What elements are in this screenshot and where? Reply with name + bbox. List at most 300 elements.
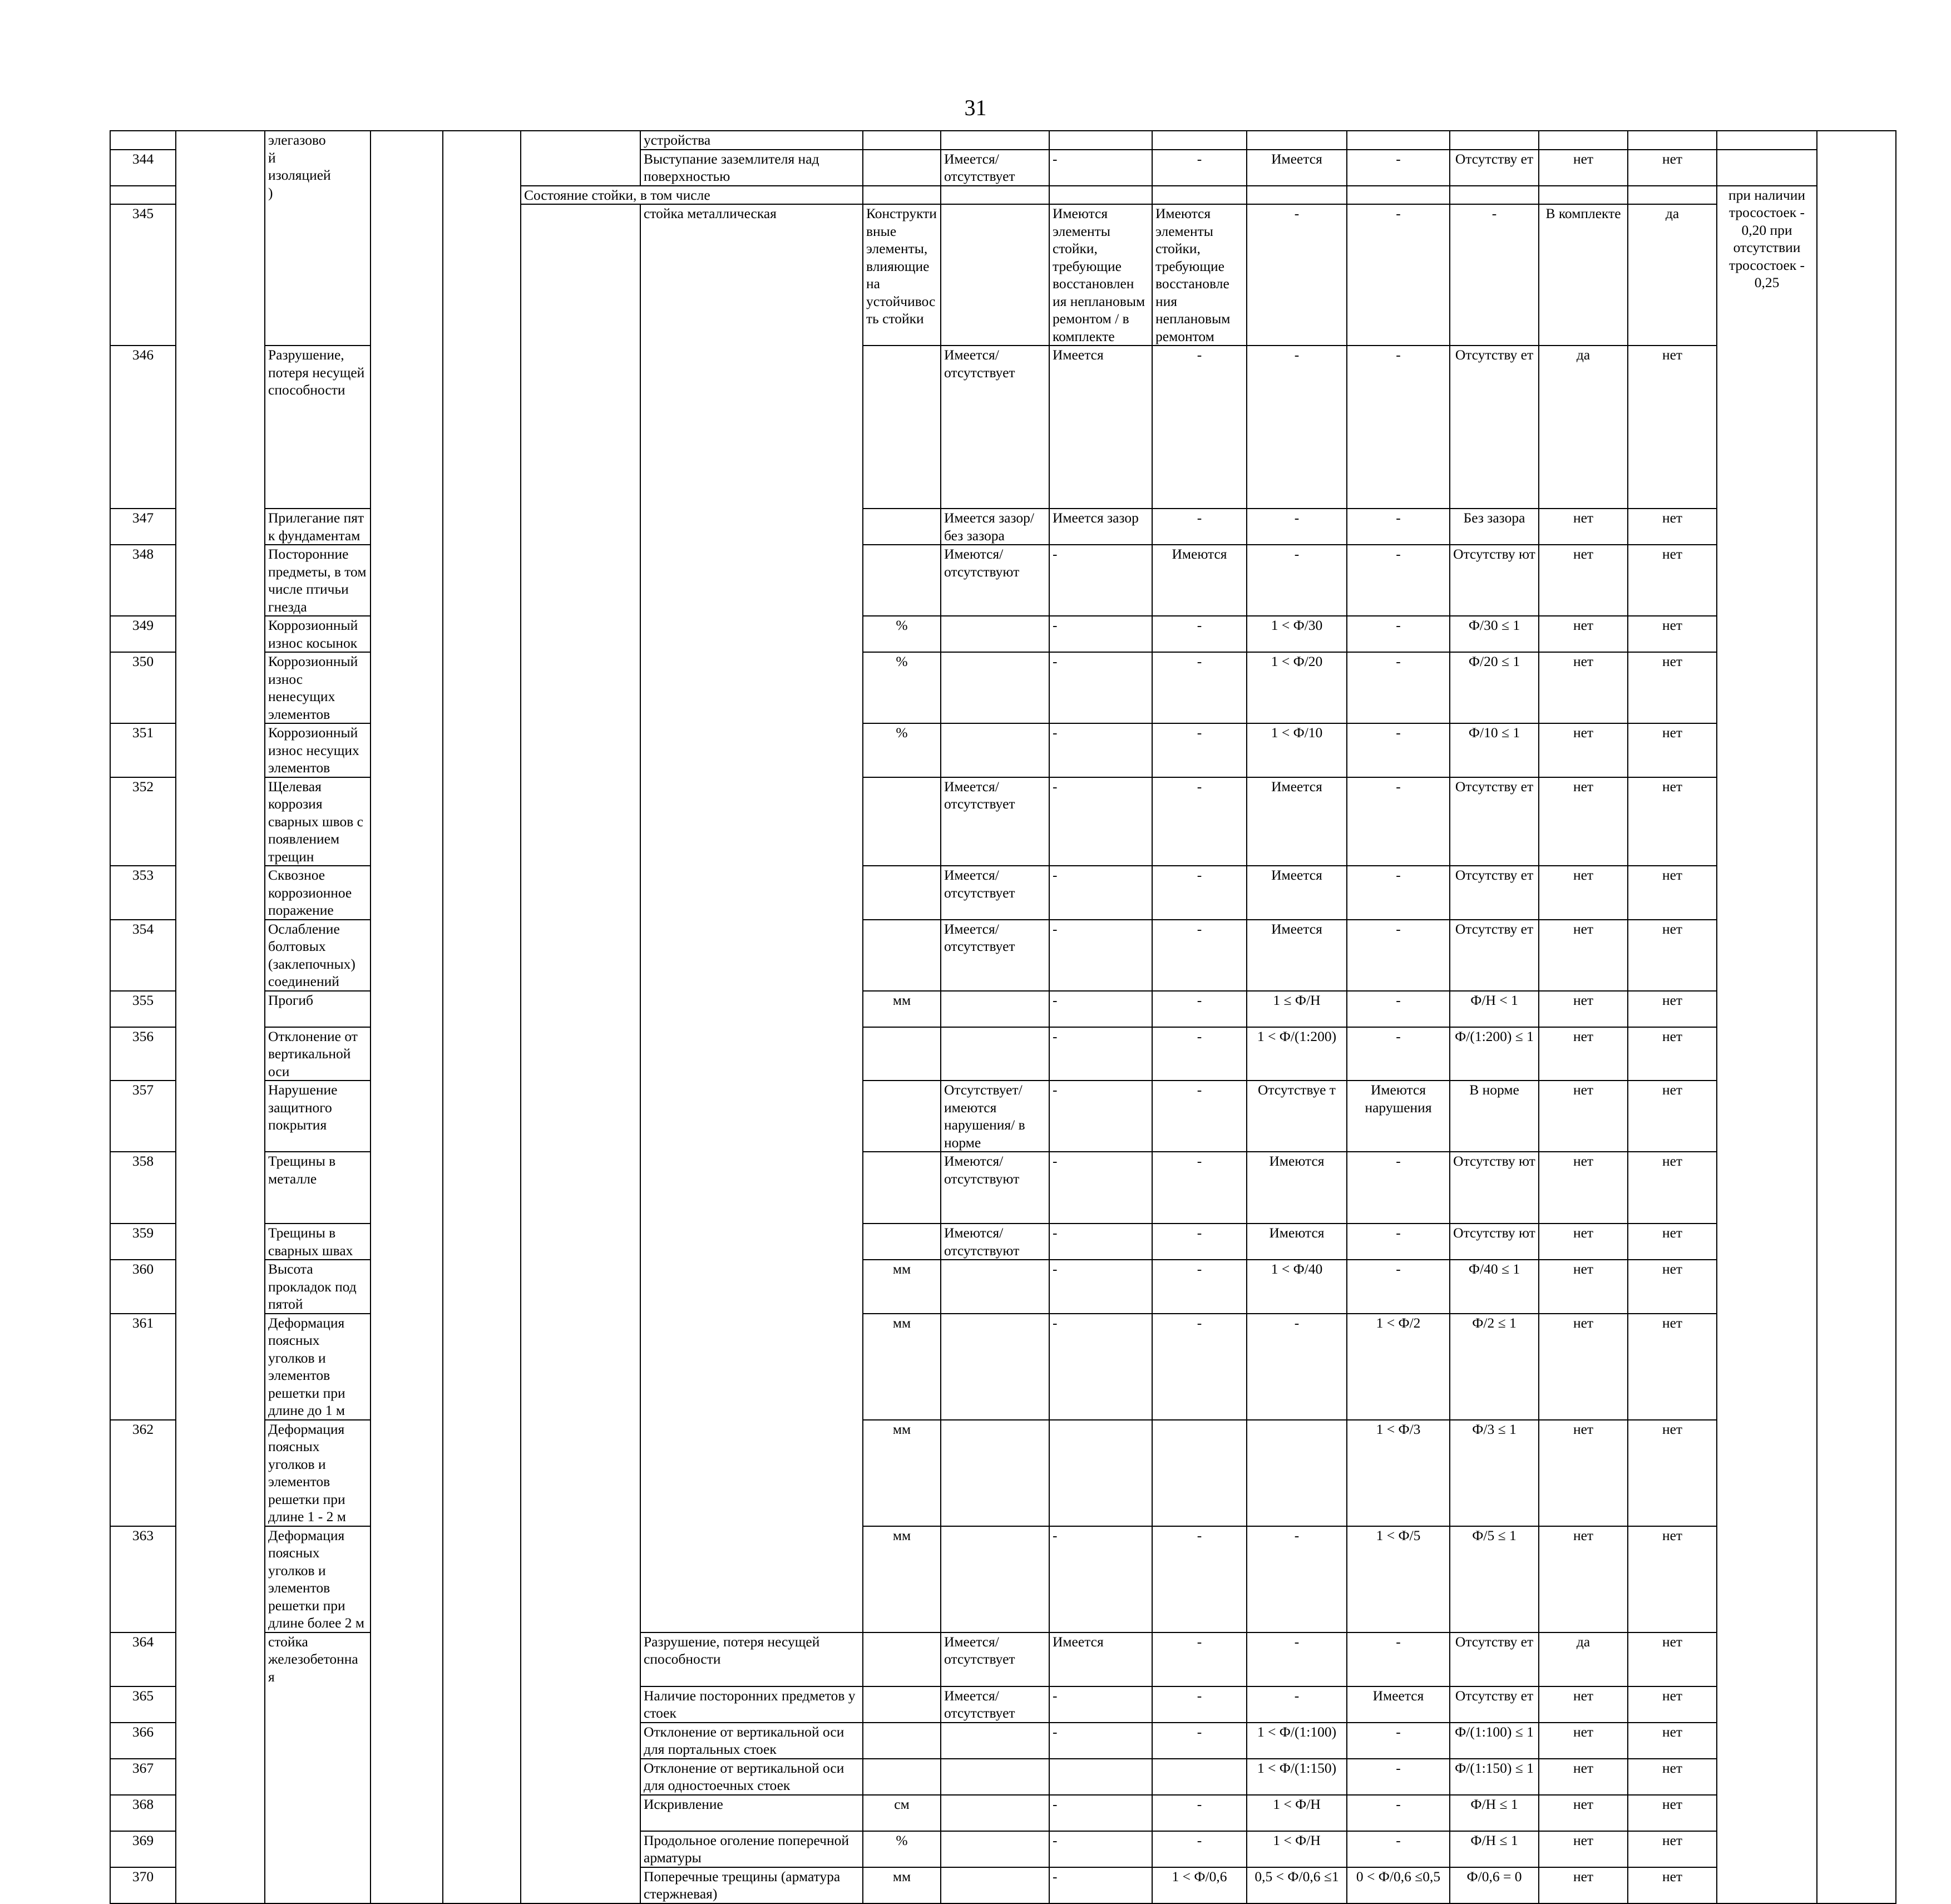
criterion-2 xyxy=(1152,1759,1247,1795)
criterion-4: 0 < Ф/0,6 ≤0,5 xyxy=(1347,1867,1450,1903)
unit: % xyxy=(863,616,941,652)
criterion-7: нет xyxy=(1628,1224,1717,1260)
criterion-3: 1 < Ф/(1:150) xyxy=(1247,1759,1347,1795)
subgroup-reinforced-concrete: стойка железобетонна я xyxy=(265,1632,371,1903)
criterion-2 xyxy=(1152,1420,1247,1526)
criterion-6: нет xyxy=(1539,991,1628,1027)
criterion-1: - xyxy=(1049,1081,1152,1152)
criterion-7: нет xyxy=(1628,1795,1717,1831)
criterion-5: Отсутству ет xyxy=(1450,1686,1539,1723)
criterion-3: Имеется xyxy=(1247,150,1347,186)
criterion-5: Отсутству ет xyxy=(1450,866,1539,920)
row-number: 360 xyxy=(110,1260,176,1314)
criterion-2: - xyxy=(1152,1152,1247,1224)
measured-values xyxy=(941,1314,1049,1420)
criterion-6: нет xyxy=(1539,1831,1628,1867)
row-number: 354 xyxy=(110,920,176,991)
criterion-5: Ф/0,6 = 0 xyxy=(1450,1867,1539,1903)
criterion-1: - xyxy=(1049,1314,1152,1420)
criterion-6: нет xyxy=(1539,866,1628,920)
parameter-name: Конструктивные элементы, влияющие на устойчивость стойки xyxy=(863,204,941,346)
unit: % xyxy=(863,1831,941,1867)
criterion-1: - xyxy=(1049,1867,1152,1903)
unit xyxy=(863,131,941,150)
criterion-1 xyxy=(1049,1420,1152,1526)
criterion-5: Отсутству ет xyxy=(1450,1632,1539,1686)
criterion-1 xyxy=(1049,1759,1152,1795)
blank-cell xyxy=(1539,186,1628,205)
blank-cell xyxy=(1347,186,1450,205)
criterion-6: нет xyxy=(1539,1260,1628,1314)
criterion-7: нет xyxy=(1628,1867,1717,1903)
measured-values xyxy=(941,1526,1049,1632)
parameter-name: Коррозионный износ несущих элементов xyxy=(265,723,371,777)
criterion-8 xyxy=(1717,150,1817,186)
criterion-2: - xyxy=(1152,616,1247,652)
criterion-1: - xyxy=(1049,1224,1152,1260)
unit xyxy=(863,777,941,866)
criterion-2: - xyxy=(1152,1260,1247,1314)
criterion-2: Имеются xyxy=(1152,545,1247,616)
measured-values: Имеются/ отсутствуют xyxy=(941,1224,1049,1260)
parameter-name: Высота прокладок под пятой xyxy=(265,1260,371,1314)
criterion-7: нет xyxy=(1628,545,1717,616)
criterion-7: нет xyxy=(1628,1526,1717,1632)
row-number: 351 xyxy=(110,723,176,777)
parameter-name: Коррозионный износ косынок xyxy=(265,616,371,652)
parameter-name: Отклонение от вертикальной оси для одностоечных стоек xyxy=(640,1759,863,1795)
unit xyxy=(863,866,941,920)
inspection-table xyxy=(110,130,1896,1904)
measured-values xyxy=(941,131,1049,150)
criterion-5: Отсутству ют xyxy=(1450,1224,1539,1260)
criterion-1: Имеются элементы стойки, требующие восстановле ния неплановым ремонтом xyxy=(1152,204,1247,346)
criterion-4: - xyxy=(1347,652,1450,723)
criterion-4: Имеется xyxy=(1347,1686,1450,1723)
criterion-5: Отсутству ют xyxy=(1450,1152,1539,1224)
measured-values: Имеется зазор/ без зазора xyxy=(941,509,1049,545)
criterion-2: - xyxy=(1152,723,1247,777)
row-number: 366 xyxy=(110,1723,176,1759)
criterion-5: Ф/2 ≤ 1 xyxy=(1450,1314,1539,1420)
row-number: 346 xyxy=(110,346,176,509)
criterion-6: нет xyxy=(1539,1224,1628,1260)
criterion-6: нет xyxy=(1539,1759,1628,1795)
criterion-8 xyxy=(1717,131,1817,150)
unit xyxy=(863,509,941,545)
criterion-2: - xyxy=(1152,1723,1247,1759)
criterion-3: Имеется xyxy=(1247,920,1347,991)
criterion-3: 1 < Ф/10 xyxy=(1247,723,1347,777)
criterion-1: - xyxy=(1049,1526,1152,1632)
row-number: 350 xyxy=(110,652,176,723)
parameter-name: Деформация поясных уголков и элементов решетки при длине более 2 м xyxy=(265,1526,371,1632)
criterion-4: - xyxy=(1347,616,1450,652)
measured-values xyxy=(941,1795,1049,1831)
measured-values: Отсутствует/ имеются нарушения/ в норме xyxy=(941,1081,1049,1152)
row-number: 355 xyxy=(110,991,176,1027)
measured-values xyxy=(941,1831,1049,1867)
criterion-4: - xyxy=(1347,1632,1450,1686)
criterion-1: - xyxy=(1049,866,1152,920)
criterion-2: - xyxy=(1247,204,1347,346)
criterion-4: - xyxy=(1450,204,1539,346)
measured-values xyxy=(941,1420,1049,1526)
criterion-6: нет xyxy=(1539,1081,1628,1152)
parameter-name: Нарушение защитного покрытия xyxy=(265,1081,371,1152)
criterion-3: 1 ≤ Ф/Н xyxy=(1247,991,1347,1027)
criterion-3: - xyxy=(1247,1526,1347,1632)
row-number: 361 xyxy=(110,1314,176,1420)
criterion-1: - xyxy=(1049,991,1152,1027)
criterion-6: нет xyxy=(1539,1420,1628,1526)
criterion-6: да xyxy=(1539,346,1628,509)
criterion-2: - xyxy=(1152,652,1247,723)
criterion-3: 1 < Ф/(1:100) xyxy=(1247,1723,1347,1759)
criterion-4: - xyxy=(1347,1260,1450,1314)
parameter-name: Ослабление болтовых (заклепочных) соединений xyxy=(265,920,371,991)
criterion-5: В норме xyxy=(1450,1081,1539,1152)
criterion-2: - xyxy=(1152,991,1247,1027)
criterion-2: - xyxy=(1152,777,1247,866)
criterion-3: Имеется xyxy=(1247,777,1347,866)
criterion-7: нет xyxy=(1628,1420,1717,1526)
criterion-4: - xyxy=(1347,723,1450,777)
criterion-3: Имеются xyxy=(1247,1152,1347,1224)
unit: см xyxy=(863,1795,941,1831)
measured-values: Имеются/ отсутствуют xyxy=(941,545,1049,616)
row-number: 359 xyxy=(110,1224,176,1260)
criterion-1: - xyxy=(1049,777,1152,866)
criterion-6: нет xyxy=(1539,1795,1628,1831)
unit xyxy=(863,1686,941,1723)
criterion-2: - xyxy=(1152,1686,1247,1723)
criterion-1: - xyxy=(1049,616,1152,652)
measured-values: Имеются элементы стойки, требующие восстановлен ия неплановым ремонтом / в комплекте xyxy=(1049,204,1152,346)
criterion-5: Ф/(1:200) ≤ 1 xyxy=(1450,1027,1539,1081)
unit xyxy=(863,1632,941,1686)
criterion-6: нет xyxy=(1539,777,1628,866)
criterion-7 xyxy=(1628,131,1717,150)
unit xyxy=(863,346,941,509)
unit xyxy=(863,920,941,991)
criterion-1: Имеется xyxy=(1049,1632,1152,1686)
criterion-7: нет xyxy=(1628,346,1717,509)
measured-values: Имеется/ отсутствует xyxy=(941,1632,1049,1686)
unit xyxy=(863,1723,941,1759)
measured-values: Имеется/ отсутствует xyxy=(941,920,1049,991)
criterion-4: - xyxy=(1347,920,1450,991)
row-number: 353 xyxy=(110,866,176,920)
unit xyxy=(863,1224,941,1260)
criterion-1 xyxy=(1049,131,1152,150)
criterion-4: - xyxy=(1347,991,1450,1027)
criterion-3 xyxy=(1247,1420,1347,1526)
criterion-3: 1 < Ф/(1:200) xyxy=(1247,1027,1347,1081)
group-blank xyxy=(521,204,640,1903)
criterion-1: - xyxy=(1049,1831,1152,1867)
criterion-5: Ф/(1:150) ≤ 1 xyxy=(1450,1759,1539,1795)
blank-cell xyxy=(1450,186,1539,205)
criterion-2 xyxy=(1152,131,1247,150)
criterion-6: нет xyxy=(1539,509,1628,545)
measured-values xyxy=(941,1027,1049,1081)
parameter-name: Отклонение от вертикальной оси для портальных стоек xyxy=(640,1723,863,1759)
unit xyxy=(941,204,1049,346)
row-number: 369 xyxy=(110,1831,176,1867)
group-label: элегазово й изоляцией ) xyxy=(265,131,371,346)
criterion-5: Ф/10 ≤ 1 xyxy=(1450,723,1539,777)
criterion-4: - xyxy=(1347,1795,1450,1831)
criterion-1: - xyxy=(1049,723,1152,777)
criterion-1: - xyxy=(1049,1260,1152,1314)
criterion-7: нет xyxy=(1628,652,1717,723)
criterion-2: - xyxy=(1152,1027,1247,1081)
criterion-7: нет xyxy=(1628,920,1717,991)
criterion-7: нет xyxy=(1628,991,1717,1027)
subgroup-blank xyxy=(521,131,640,186)
parameter-name: Прилегание пят к фундаментам xyxy=(265,509,371,545)
criterion-1: Имеется зазор xyxy=(1049,509,1152,545)
criterion-5: Отсутству ет xyxy=(1450,777,1539,866)
measured-values xyxy=(941,1759,1049,1795)
row-number xyxy=(110,131,176,150)
row-number: 348 xyxy=(110,545,176,616)
col-r xyxy=(1817,131,1896,1903)
measured-values: Имеется/ отсутствует xyxy=(941,777,1049,866)
criterion-5: Ф/20 ≤ 1 xyxy=(1450,652,1539,723)
criterion-2: - xyxy=(1152,1224,1247,1260)
parameter-name: Сквозное коррозионное поражение xyxy=(265,866,371,920)
criterion-6: нет xyxy=(1539,1723,1628,1759)
unit xyxy=(863,1152,941,1224)
criterion-7: нет xyxy=(1628,1260,1717,1314)
unit xyxy=(863,150,941,186)
measured-values xyxy=(941,723,1049,777)
criterion-4: - xyxy=(1347,509,1450,545)
criterion-7: нет xyxy=(1628,1314,1717,1420)
criterion-6: нет xyxy=(1539,545,1628,616)
parameter-name: Трещины в сварных швах xyxy=(265,1224,371,1260)
parameter-name: Продольное оголение поперечной арматуры xyxy=(640,1831,863,1867)
criterion-3: 1 < Ф/40 xyxy=(1247,1260,1347,1314)
criterion-5: Ф/30 ≤ 1 xyxy=(1450,616,1539,652)
table-row xyxy=(110,131,1896,150)
criterion-7: нет xyxy=(1628,1152,1717,1224)
criterion-5 xyxy=(1450,131,1539,150)
measured-values xyxy=(941,616,1049,652)
col-d xyxy=(371,131,443,1903)
criterion-5: Отсутству ют xyxy=(1450,545,1539,616)
measured-values: Имеются/ отсутствуют xyxy=(941,1152,1049,1224)
col-e xyxy=(443,131,521,1903)
criterion-7: нет xyxy=(1628,1759,1717,1795)
criterion-1: Имеется xyxy=(1049,346,1152,509)
blank-cell xyxy=(1247,186,1347,205)
section-header: Состояние стойки, в том числе xyxy=(521,186,863,205)
note: при наличии тросостоек - 0,20 при отсутствии тросостоек - 0,25 xyxy=(1717,186,1817,1903)
criterion-6: да xyxy=(1539,1632,1628,1686)
criterion-3: 1 < Ф/30 xyxy=(1247,616,1347,652)
parameter-name: Наличие посторонних предметов у стоек xyxy=(640,1686,863,1723)
criterion-5: Отсутству ет xyxy=(1450,346,1539,509)
criterion-4: - xyxy=(1347,1759,1450,1795)
criterion-6: нет xyxy=(1539,1027,1628,1081)
row-number: 347 xyxy=(110,509,176,545)
criterion-1: - xyxy=(1049,1795,1152,1831)
row-number: 352 xyxy=(110,777,176,866)
criterion-2: - xyxy=(1152,1632,1247,1686)
row-number xyxy=(110,186,176,205)
criterion-1: - xyxy=(1049,1686,1152,1723)
criterion-2: - xyxy=(1152,1081,1247,1152)
criterion-5: В комплекте xyxy=(1539,204,1628,346)
unit: мм xyxy=(863,1867,941,1903)
row-number: 345 xyxy=(110,204,176,346)
measured-values xyxy=(941,1723,1049,1759)
criterion-6: да xyxy=(1628,204,1717,346)
criterion-6: нет xyxy=(1539,150,1628,186)
row-number: 364 xyxy=(110,1632,176,1686)
measured-values: Имеется/ отсутствует xyxy=(941,150,1049,186)
criterion-6: нет xyxy=(1539,723,1628,777)
row-number: 365 xyxy=(110,1686,176,1723)
unit: мм xyxy=(863,1260,941,1314)
parameter-name: Выступание заземлителя над поверхностью xyxy=(640,150,863,186)
blank-cell xyxy=(1049,186,1152,205)
criterion-4 xyxy=(1347,131,1450,150)
criterion-3: Отсутствуе т xyxy=(1247,1081,1347,1152)
criterion-1: - xyxy=(1049,1027,1152,1081)
criterion-5: Без зазора xyxy=(1450,509,1539,545)
criterion-7: нет xyxy=(1628,1027,1717,1081)
criterion-2: - xyxy=(1152,920,1247,991)
row-number: 356 xyxy=(110,1027,176,1081)
unit: мм xyxy=(863,991,941,1027)
unit xyxy=(863,1081,941,1152)
criterion-7: нет xyxy=(1628,509,1717,545)
criterion-4: - xyxy=(1347,545,1450,616)
measured-values: Имеется/ отсутствует xyxy=(941,1686,1049,1723)
parameter-name: Искривление xyxy=(640,1795,863,1831)
criterion-5: Ф/Н < 1 xyxy=(1450,991,1539,1027)
criterion-2: - xyxy=(1152,346,1247,509)
row-number: 363 xyxy=(110,1526,176,1632)
unit: мм xyxy=(863,1420,941,1526)
row-number: 344 xyxy=(110,150,176,186)
criterion-1: - xyxy=(1049,920,1152,991)
parameter-name: Разрушение, потеря несущей способности xyxy=(265,346,371,509)
criterion-1: - xyxy=(1049,150,1152,186)
criterion-3: Имеются xyxy=(1247,1224,1347,1260)
row-number: 362 xyxy=(110,1420,176,1526)
row-number: 367 xyxy=(110,1759,176,1795)
parameter-name: Прогиб xyxy=(265,991,371,1027)
criterion-4: - xyxy=(1347,1723,1450,1759)
blank-cell xyxy=(941,186,1049,205)
criterion-4: 1 < Ф/2 xyxy=(1347,1314,1450,1420)
criterion-6: нет xyxy=(1539,1526,1628,1632)
criterion-4: - xyxy=(1347,150,1450,186)
criterion-6: нет xyxy=(1539,652,1628,723)
criterion-5: Ф/(1:100) ≤ 1 xyxy=(1450,1723,1539,1759)
criterion-6: нет xyxy=(1539,1152,1628,1224)
row-number: 357 xyxy=(110,1081,176,1152)
page-number: 31 xyxy=(964,95,987,120)
criterion-2: - xyxy=(1152,1526,1247,1632)
row-number: 349 xyxy=(110,616,176,652)
criterion-7: нет xyxy=(1628,723,1717,777)
criterion-5: Отсутству ет xyxy=(1450,150,1539,186)
parameter-name: Коррозионный износ ненесущих элементов xyxy=(265,652,371,723)
criterion-1: - xyxy=(1049,1723,1152,1759)
criterion-6: нет xyxy=(1539,616,1628,652)
criterion-5: Ф/40 ≤ 1 xyxy=(1450,1260,1539,1314)
blank-cell xyxy=(1152,186,1247,205)
measured-values xyxy=(941,991,1049,1027)
criterion-5: Ф/Н ≤ 1 xyxy=(1450,1831,1539,1867)
criterion-3: 1 < Ф/Н xyxy=(1247,1831,1347,1867)
criterion-7: нет xyxy=(1628,866,1717,920)
subgroup-metal: стойка металлическая xyxy=(640,204,863,1632)
measured-values: Имеется/ отсутствует xyxy=(941,346,1049,509)
criterion-2: - xyxy=(1152,1314,1247,1420)
parameter-name: Трещины в металле xyxy=(265,1152,371,1224)
criterion-3: Имеется xyxy=(1247,866,1347,920)
criterion-4: - xyxy=(1347,346,1450,509)
criterion-3: 1 < Ф/20 xyxy=(1247,652,1347,723)
row-number: 368 xyxy=(110,1795,176,1831)
criterion-1: - xyxy=(1049,545,1152,616)
criterion-3: - xyxy=(1247,1686,1347,1723)
criterion-3 xyxy=(1247,131,1347,150)
unit: мм xyxy=(863,1314,941,1420)
criterion-4: - xyxy=(1347,1027,1450,1081)
criterion-3: - xyxy=(1247,1632,1347,1686)
criterion-6: нет xyxy=(1539,1867,1628,1903)
criterion-4: - xyxy=(1347,866,1450,920)
parameter-name: Посторонние предметы, в том числе птичьи гнезда xyxy=(265,545,371,616)
criterion-5: Отсутству ет xyxy=(1450,920,1539,991)
row-number: 370 xyxy=(110,1867,176,1903)
measured-values xyxy=(941,1867,1049,1903)
criterion-4: - xyxy=(1347,777,1450,866)
criterion-6: нет xyxy=(1539,1314,1628,1420)
criterion-5: Ф/5 ≤ 1 xyxy=(1450,1526,1539,1632)
criterion-4: - xyxy=(1347,1224,1450,1260)
criterion-7: нет xyxy=(1628,1686,1717,1723)
criterion-2: 1 < Ф/0,6 xyxy=(1152,1867,1247,1903)
parameter-name: Разрушение, потеря несущей способности xyxy=(640,1632,863,1686)
unit: мм xyxy=(863,1526,941,1632)
criterion-4: 1 < Ф/3 xyxy=(1347,1420,1450,1526)
criterion-5: Ф/Н ≤ 1 xyxy=(1450,1795,1539,1831)
parameter-name: устройства xyxy=(640,131,863,150)
unit xyxy=(863,1027,941,1081)
blank-cell xyxy=(1628,186,1717,205)
criterion-2: - xyxy=(1152,509,1247,545)
criterion-5: Ф/3 ≤ 1 xyxy=(1450,1420,1539,1526)
parameter-name: Поперечные трещины (арматура стержневая) xyxy=(640,1867,863,1903)
row-number: 358 xyxy=(110,1152,176,1224)
criterion-2: - xyxy=(1152,1831,1247,1867)
criterion-6: нет xyxy=(1539,1686,1628,1723)
criterion-7: нет xyxy=(1628,1081,1717,1152)
criterion-4: Имеются нарушения xyxy=(1347,1081,1450,1152)
criterion-7: нет xyxy=(1628,1723,1717,1759)
parameter-name: Щелевая коррозия сварных швов с появлением трещин xyxy=(265,777,371,866)
criterion-7: нет xyxy=(1628,616,1717,652)
